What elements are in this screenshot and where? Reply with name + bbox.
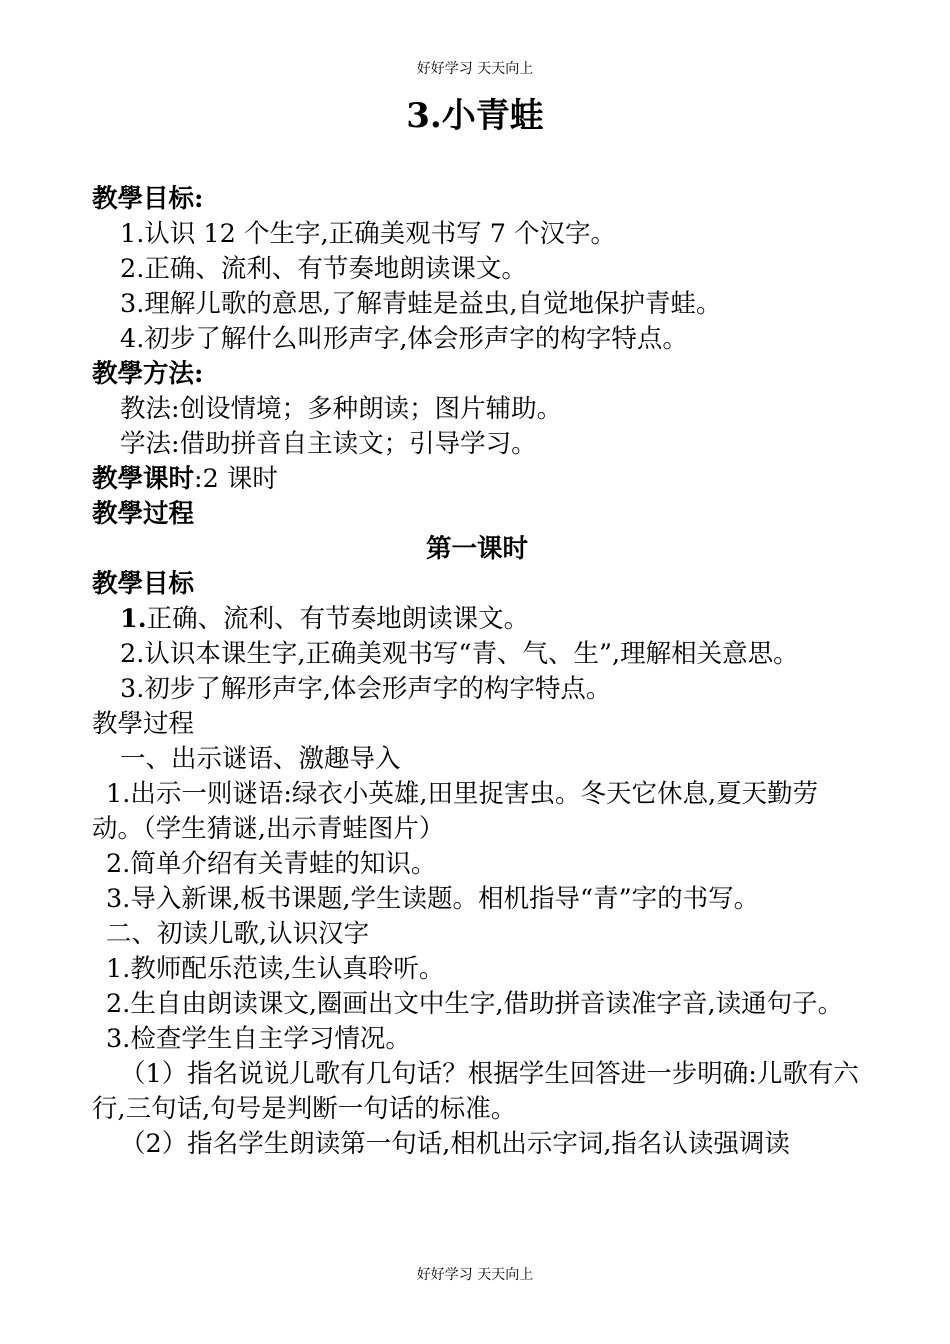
document-body [92,182,862,1162]
step-item: 1.教师配乐范读,生认真聆听。 [106,954,445,984]
lesson-goal-item [92,602,862,637]
lesson-goal-item: 2.认识本课生字,正确美观书写“青、气、生”,理解相关意思。 [120,639,799,669]
lesson-goal-number: 1. [120,604,147,634]
methods-heading: 教學方法: [92,359,204,389]
step-item: 1.出示一则谜语:绿衣小英雄,田里捉害虫。冬天它休息,夏天勤劳动。（学生猜谜,出示青蛙图片） [92,779,819,844]
step-item: （2）指名学生朗读第一句话,相机出示字词,指名认读强调读 [120,1129,790,1159]
step-item: 3.导入新课,板书课题,学生读题。相机指导“青”字的书写。 [106,884,760,914]
goal-item: 1.认识 12 个生字,正确美观书写 7 个汉字。 [120,219,617,249]
section-title: 二、初读儿歌,认识汉字 [106,919,370,949]
page-footer: 好好学习 天天向上 [416,1267,534,1283]
method-item: 教法:创设情境；多种朗读；图片辅助。 [120,394,563,424]
hours-label: 教學课时 [92,464,195,494]
method-item: 学法:借助拼音自主读文；引导学习。 [120,429,537,459]
goal-item: 4.初步了解什么叫形声字,体会形声字的构字特点。 [120,324,688,354]
goal-item: 3.理解儿歌的意思,了解青蛙是益虫,自觉地保护青蛙。 [120,289,722,319]
lesson-process-heading: 教學过程 [92,709,195,739]
page-title: 3.小青蛙 [406,96,544,136]
hours-line [92,462,862,497]
section-title: 一、出示谜语、激趣导入 [120,744,401,774]
lesson-goal-item: 3.初步了解形声字,体会形声字的构字特点。 [120,674,612,704]
lesson-goal-text: 正确、流利、有节奏地朗读课文。 [146,604,530,634]
lesson-heading: 第一课时 [425,534,528,564]
step-item: 2.简单介绍有关青蛙的知识。 [106,849,437,879]
step-item: 3.检查学生自主学习情况。 [106,1024,411,1054]
process-heading: 教學过程 [92,499,195,529]
lesson-goals-heading: 教學目标 [92,569,195,599]
hours-value: :2 课时 [194,464,278,494]
step-item: （1）指名说说儿歌有几句话？根据学生回答进一步明确:儿歌有六行,三句话,句号是判断一句话的标准。 [92,1059,859,1124]
page-header: 好好学习 天天向上 [416,61,534,77]
goals-heading: 教學目标: [92,184,204,214]
goal-item: 2.正确、流利、有节奏地朗读课文。 [120,254,527,284]
step-item: 2.生自由朗读课文,圈画出文中生字,借助拼音读准字音,读通句子。 [106,989,844,1019]
